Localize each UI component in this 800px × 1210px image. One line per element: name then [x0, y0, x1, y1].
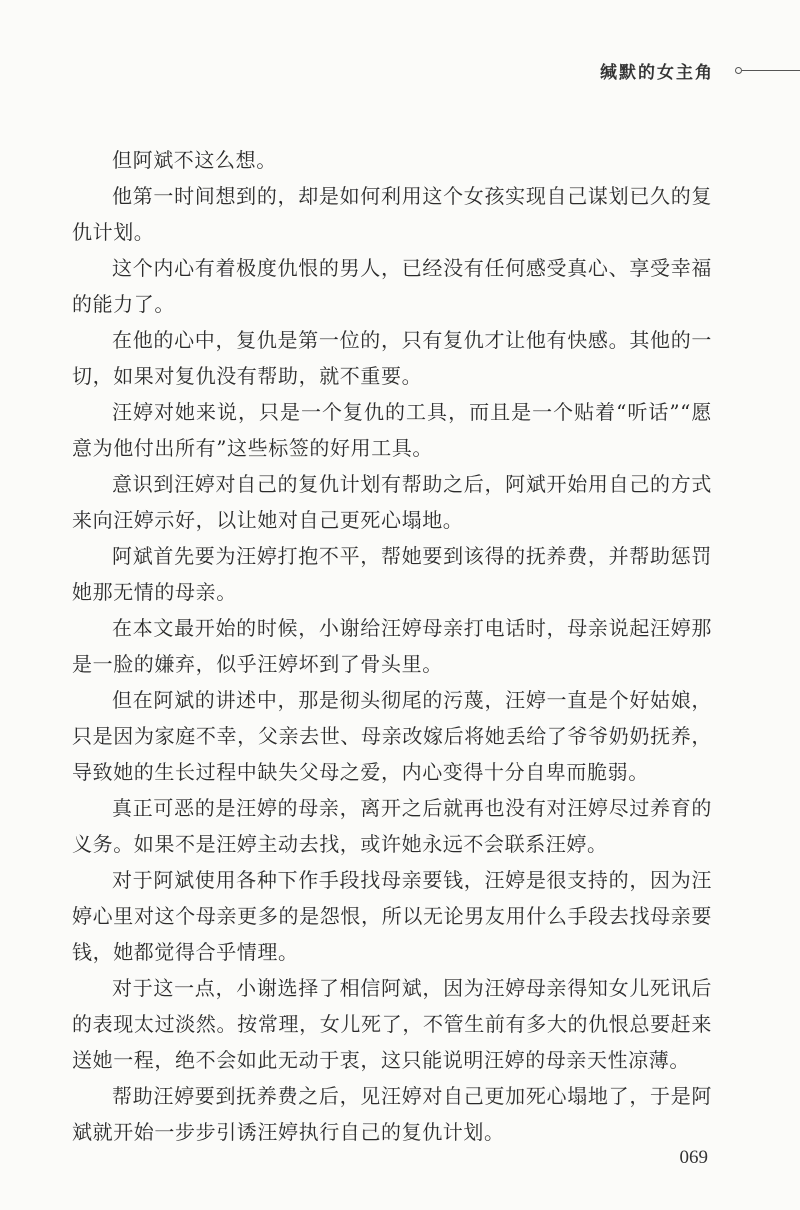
- paragraph: 意识到汪婷对自己的复仇计划有帮助之后，阿斌开始用自己的方式来向汪婷示好，以让她对自己更死心塌地。: [72, 472, 712, 532]
- paragraph: 在本文最开始的时候，小谢给汪婷母亲打电话时，母亲说起汪婷那是一脸的嫌弃，似乎汪婷坏到了骨头里。: [72, 616, 712, 676]
- paragraph: 这个内心有着极度仇恨的男人，已经没有任何感受真心、享受幸福的能力了。: [72, 256, 712, 316]
- running-header: [0, 58, 800, 88]
- paragraph: 对于这一点，小谢选择了相信阿斌，因为汪婷母亲得知女儿死讯后的表现太过淡然。按常理，女儿死了，不管生前有多大的仇恨总要赶来送她一程，绝不会如此无动于衷，这只能说明汪婷的母亲天性凉薄。: [72, 976, 712, 1072]
- book-title: 缄默的女主角: [600, 63, 714, 83]
- paragraph: 汪婷对她来说，只是一个复仇的工具，而且是一个贴着“听话”“愿意为他付出所有”这些标签的好用工具。: [72, 400, 712, 460]
- paragraph: 阿斌首先要为汪婷打抱不平，帮她要到该得的抚养费，并帮助惩罚她那无情的母亲。: [72, 544, 712, 604]
- body-text: [72, 142, 712, 1150]
- header-ornament-circle: [735, 67, 742, 74]
- paragraph: 他第一时间想到的，却是如何利用这个女孩实现自己谋划已久的复仇计划。: [72, 184, 712, 244]
- paragraph: 在他的心中，复仇是第一位的，只有复仇才让他有快感。其他的一切，如果对复仇没有帮助，就不重要。: [72, 328, 712, 388]
- paragraph: 帮助汪婷要到抚养费之后，见汪婷对自己更加死心塌地了，于是阿斌就开始一步步引诱汪婷执行自己的复仇计划。: [72, 1084, 712, 1144]
- page-number: 069: [679, 1147, 708, 1168]
- paragraph: 但在阿斌的讲述中，那是彻头彻尾的污蔑，汪婷一直是个好姑娘，只是因为家庭不幸，父亲去世、母亲改嫁后将她丢给了爷爷奶奶抚养，导致她的生长过程中缺失父母之爱，内心变得十分自卑而脆弱。: [72, 688, 712, 784]
- header-rule: [742, 70, 800, 71]
- paragraph: 但阿斌不这么想。: [112, 148, 277, 172]
- paragraph: 对于阿斌使用各种下作手段找母亲要钱，汪婷是很支持的，因为汪婷心里对这个母亲更多的是怨恨，所以无论男友用什么手段去找母亲要钱，她都觉得合乎情理。: [72, 868, 712, 964]
- paragraph: 真正可恶的是汪婷的母亲，离开之后就再也没有对汪婷尽过养育的义务。如果不是汪婷主动去找，或许她永远不会联系汪婷。: [72, 796, 712, 856]
